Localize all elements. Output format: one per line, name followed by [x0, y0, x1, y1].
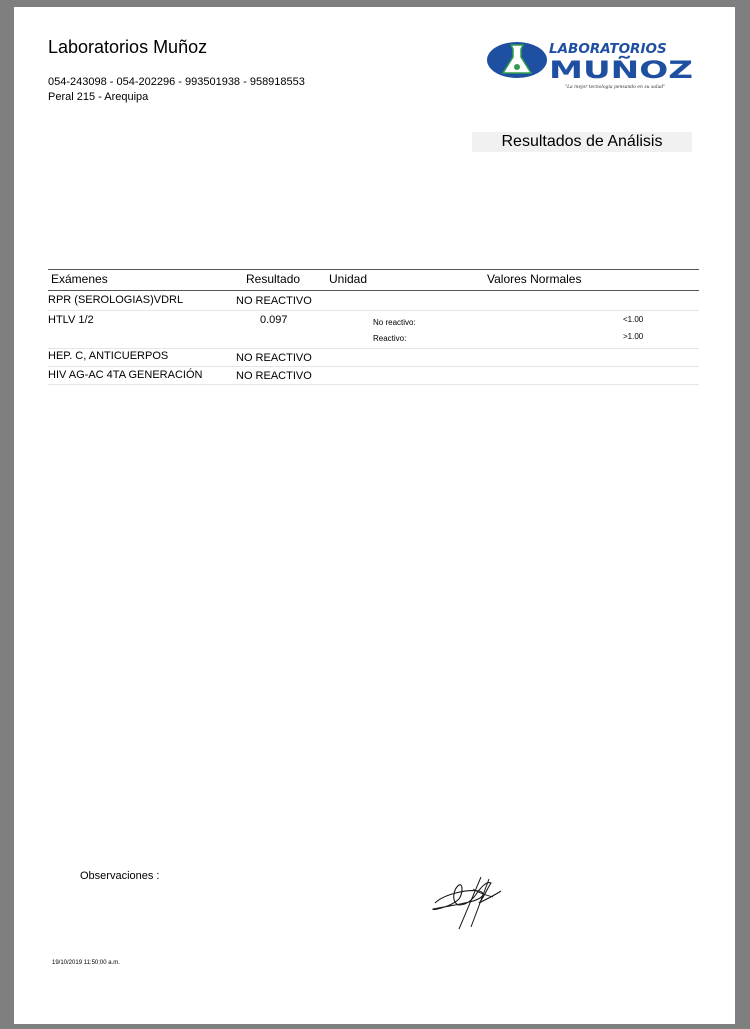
row-result: NO REACTIVO	[236, 352, 312, 364]
row-exam: RPR (SEROLOGIAS)VDRL	[48, 294, 184, 306]
col-header-ranges: Valores Normales	[487, 272, 582, 286]
range-value: <1.00	[623, 315, 644, 324]
row-result: 0.097	[260, 314, 288, 326]
print-timestamp: 19/10/2019 11:50:00 a.m.	[52, 960, 120, 966]
table-top-rule	[48, 269, 699, 270]
range-value: >1.00	[623, 332, 644, 341]
range-label: No reactivo:	[373, 318, 416, 327]
logo-tagline: "La mejor tecnología pensando en su salud"	[565, 85, 666, 90]
row-divider	[48, 348, 699, 349]
col-header-unit: Unidad	[329, 272, 368, 286]
row-result: NO REACTIVO	[236, 295, 312, 307]
report-title: Resultados de Análisis	[472, 132, 692, 152]
row-divider	[48, 384, 699, 385]
lab-name: Laboratorios Muñoz	[48, 37, 208, 57]
col-header-result: Resultado	[246, 272, 301, 286]
row-exam: HIV AG-AC 4TA GENERACIÓN	[48, 369, 203, 381]
col-header-exam: Exámenes	[51, 272, 108, 286]
row-divider	[48, 366, 699, 367]
observaciones-label: Observaciones :	[80, 870, 160, 882]
lab-phones: 054-243098 - 054-202296 - 993501938 - 958918553	[48, 76, 305, 88]
row-exam: HEP. C, ANTICUERPOS	[48, 350, 169, 362]
report-page	[14, 7, 735, 1024]
row-exam: HTLV 1/2	[48, 314, 94, 326]
logo-line1: LABORATORIOS	[549, 41, 667, 57]
logo-line2: MUÑOZ	[549, 56, 651, 84]
table-header-rule	[48, 290, 699, 291]
lab-address: Peral 215 - Arequipa	[48, 91, 149, 103]
signature-image	[429, 869, 509, 933]
row-result: NO REACTIVO	[236, 370, 312, 382]
range-label: Reactivo:	[373, 334, 407, 343]
row-divider	[48, 310, 699, 311]
lab-logo	[487, 37, 697, 93]
